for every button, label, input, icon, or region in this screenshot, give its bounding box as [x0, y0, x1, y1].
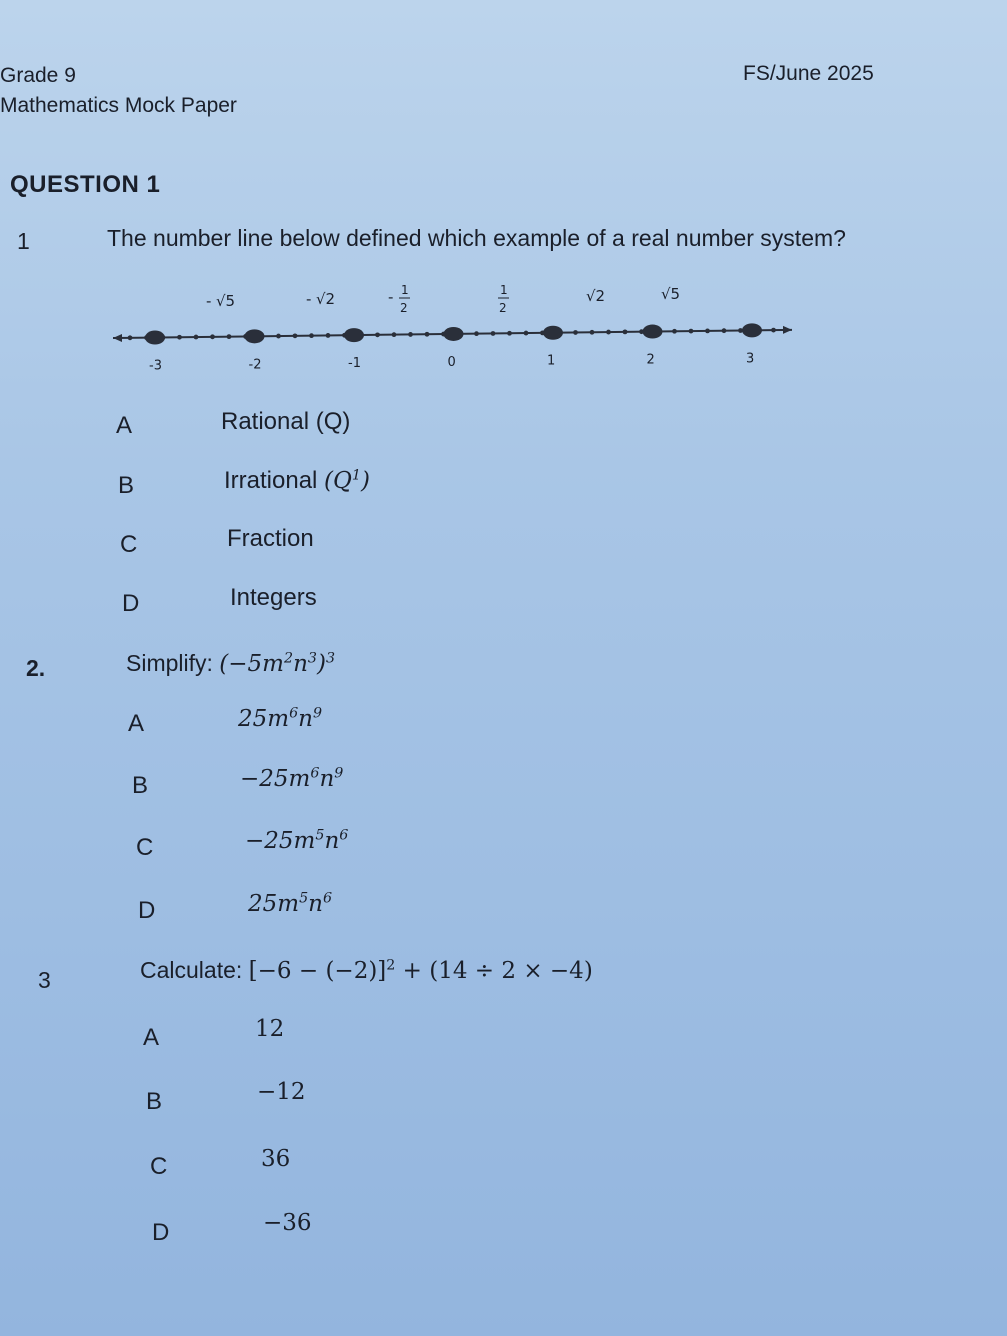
integer-label: 1	[547, 353, 556, 369]
q2-option-d-expr[interactable]: $25m^5n^6$	[248, 890, 333, 917]
q3-option-d-value[interactable]: −36	[263, 1210, 312, 1236]
q3-option-b-letter[interactable]: B	[146, 1088, 163, 1115]
q3-option-a-value[interactable]: 12	[255, 1016, 285, 1042]
q3-question	[140, 957, 593, 984]
integer-label: -2	[248, 357, 262, 373]
small-dot	[524, 331, 529, 336]
label-sqrt5: √5	[661, 285, 681, 303]
label-minus-2: -	[306, 290, 312, 308]
q1-option-b-letter[interactable]: B	[118, 472, 135, 499]
integer-label: 3	[746, 351, 755, 367]
small-dot	[293, 333, 298, 338]
integer-label: 2	[646, 352, 655, 368]
small-dot	[474, 331, 479, 336]
q1-number: 1	[17, 228, 30, 254]
integer-label: -3	[149, 358, 162, 374]
q1-option-b[interactable]	[224, 467, 370, 495]
label-neg-half-den: 2	[400, 301, 408, 315]
label-minus-3: -	[388, 288, 394, 306]
small-dot	[194, 335, 199, 340]
small-dot	[128, 335, 133, 340]
q3-option-c-letter[interactable]: C	[150, 1153, 168, 1180]
small-dot	[507, 331, 512, 336]
q1-option-b-math: $(Q^1)$	[324, 467, 370, 494]
small-dot	[771, 328, 776, 333]
q1-option-a-text[interactable]: Rational (Q)	[221, 408, 351, 435]
small-dot	[590, 330, 595, 335]
small-dot	[672, 329, 677, 334]
arrow-left	[113, 334, 122, 342]
integer-label: -1	[348, 356, 361, 372]
small-dot	[309, 333, 314, 338]
small-dot	[623, 329, 628, 334]
q1-option-a-letter[interactable]: A	[116, 412, 133, 439]
small-dot	[227, 334, 232, 339]
small-dot	[705, 328, 710, 333]
small-dot	[408, 332, 413, 337]
label-neg-half-num: 1	[401, 283, 409, 297]
q2-option-a-expr[interactable]: $25m^6n^9$	[238, 705, 323, 732]
subject-label: Mathematics Mock Paper	[0, 94, 237, 117]
arrow-right	[783, 326, 792, 334]
q3-option-c-value[interactable]: 36	[261, 1146, 291, 1172]
small-dot	[392, 332, 397, 337]
axis	[113, 323, 792, 344]
q2-label: Simplify:	[126, 650, 213, 676]
q2-option-b-expr[interactable]: $-25m^6n^9$	[240, 765, 344, 792]
q2-option-d-letter[interactable]: D	[138, 897, 156, 924]
integer-dot	[444, 327, 464, 341]
label-half-num: 1	[500, 283, 508, 297]
label-sqrt2: √2	[586, 287, 606, 305]
q3-option-d-letter[interactable]: D	[152, 1219, 170, 1246]
small-dot	[606, 330, 611, 335]
number-line	[0, 270, 1007, 380]
label-neg-sqrt2: √2	[316, 290, 336, 308]
q1-option-d-text[interactable]: Integers	[230, 584, 317, 611]
small-dot	[425, 332, 430, 337]
integer-labels	[149, 351, 754, 373]
small-dot	[177, 335, 182, 340]
small-dot	[722, 328, 727, 333]
integer-dot	[245, 329, 265, 343]
q3-number: 3	[38, 967, 51, 993]
q3-option-b-value[interactable]: −12	[257, 1079, 306, 1105]
q3-option-a-letter[interactable]: A	[143, 1024, 160, 1051]
q2-option-b-letter[interactable]: B	[132, 772, 149, 799]
date-code: FS/June 2025	[743, 62, 874, 85]
q1-option-c-text[interactable]: Fraction	[227, 525, 314, 552]
small-dot	[491, 331, 496, 336]
integer-label: 0	[447, 354, 456, 370]
small-dot	[375, 332, 380, 337]
integer-dot	[742, 323, 762, 337]
integer-dot	[543, 326, 563, 340]
q2-option-a-letter[interactable]: A	[128, 710, 145, 737]
label-half-den: 2	[499, 301, 507, 315]
small-dot	[689, 329, 694, 334]
q1-text: The number line below defined which example of a real number system?	[107, 225, 846, 251]
small-dot	[573, 330, 578, 335]
q3-expression: $[-6 - (-2)]^2 + (14 \div 2 \times -4)$	[248, 957, 593, 984]
q1-option-c-letter[interactable]: C	[120, 531, 138, 558]
integer-dot	[145, 331, 165, 345]
q2-question	[126, 650, 335, 677]
irrational-labels	[206, 283, 680, 315]
small-dot	[210, 334, 215, 339]
small-dot	[276, 334, 281, 339]
q1-option-d-letter[interactable]: D	[122, 590, 140, 617]
q2-number: 2.	[26, 655, 46, 681]
q3-label: Calculate:	[140, 957, 243, 983]
label-neg-sqrt5: √5	[216, 292, 236, 310]
q2-expression: $(-5m^2n^3)^3$	[219, 650, 336, 677]
q1-option-b-text: Irrational	[224, 467, 318, 494]
q2-option-c-expr[interactable]: $-25m^5n^6$	[245, 827, 349, 854]
small-dot	[326, 333, 331, 338]
integer-dot	[344, 328, 364, 342]
grade-label: Grade 9	[0, 64, 76, 87]
label-minus-1: -	[206, 292, 212, 310]
question-title: QUESTION 1	[10, 171, 161, 198]
integer-dot	[643, 325, 663, 339]
q2-option-c-letter[interactable]: C	[136, 834, 154, 861]
